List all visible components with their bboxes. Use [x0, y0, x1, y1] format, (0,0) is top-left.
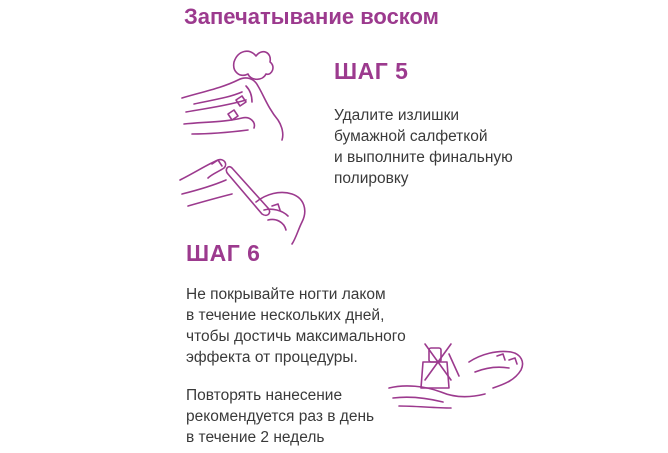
- page-title: Запечатывание воском: [184, 4, 439, 29]
- step-6-repeat-note: [186, 385, 374, 448]
- step-6-note-line: рекомендуется раз в день: [186, 408, 375, 425]
- hand-buffing-nail-icon: [172, 150, 322, 250]
- step-6-line: Не покрывайте ногти лаком: [186, 286, 386, 303]
- step-6-note-line: в течение 2 недель: [186, 429, 325, 446]
- step-6-line: в течение нескольких дней,: [186, 307, 385, 324]
- step-5-line: Удалите излишки: [334, 107, 460, 124]
- step-6-description: [186, 284, 406, 368]
- step-6-line: чтобы достичь максимального: [186, 328, 406, 345]
- no-nail-polish-icon: [385, 332, 535, 417]
- step-5-description: [334, 105, 513, 189]
- step-5-line: и выполните финальную: [334, 149, 513, 166]
- step-5-line: полировку: [334, 170, 409, 187]
- step-6-heading: ШАГ 6: [186, 240, 261, 266]
- step-6-note-line: Повторять нанесение: [186, 387, 343, 404]
- step-6-line: эффекта от процедуры.: [186, 349, 358, 366]
- step-5-line: бумажной салфеткой: [334, 128, 488, 145]
- hands-wiping-tissue-icon: [172, 42, 322, 147]
- step-5-heading: ШАГ 5: [334, 58, 409, 84]
